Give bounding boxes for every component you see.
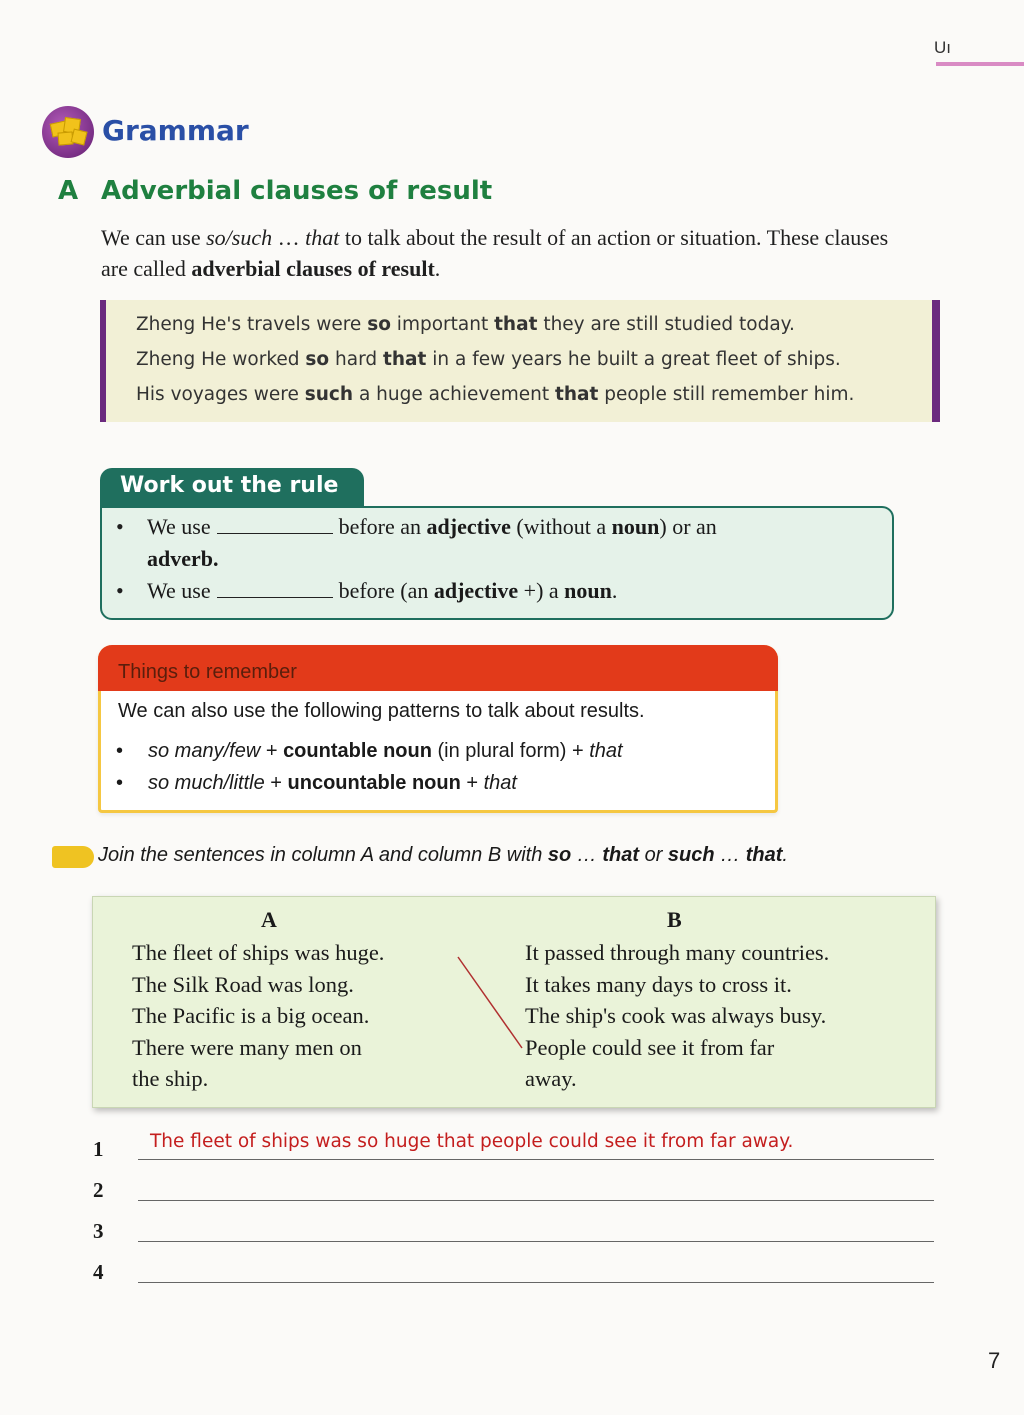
text-run: adjective (433, 578, 519, 603)
text-run: important (390, 314, 495, 335)
answer-line[interactable] (138, 1200, 934, 1201)
text-run: uncountable noun (287, 772, 461, 794)
text-run: people still remember him. (598, 384, 855, 405)
text-run: that (602, 844, 640, 866)
text-run: that (554, 384, 599, 405)
bullet-point: • (116, 772, 124, 794)
answer-line[interactable] (138, 1159, 934, 1160)
answer-example: The fleet of ships was so huge that people could see it from far away. (150, 1131, 794, 1152)
bullet-point: • (116, 578, 124, 603)
text-run: hard (329, 349, 384, 370)
answer-line[interactable] (138, 1282, 934, 1283)
text-run: +) a (518, 578, 565, 603)
text-run: . (434, 256, 441, 281)
column-b-item[interactable]: away. (525, 1066, 577, 1091)
answer-number: 4 (93, 1260, 104, 1284)
text-run: in a few years he built a great fleet of ships. (426, 349, 841, 370)
text-run: adjective (426, 514, 511, 539)
text-run: adverbial clauses of result (191, 256, 435, 281)
text-run: Zheng He worked (136, 349, 306, 370)
text-run: such (304, 384, 354, 405)
bullet-point: • (116, 740, 124, 762)
answer-number: 1 (93, 1137, 104, 1161)
column-a-item[interactable]: the ship. (132, 1066, 209, 1091)
text-run: noun (564, 578, 612, 603)
text-run: (without a (510, 514, 612, 539)
page-number: 7 (988, 1348, 1001, 1373)
column-b-item[interactable]: People could see it from far (525, 1034, 775, 1060)
text-run: to talk about the result of an action or situation. These clauses are called (101, 225, 889, 281)
text-run: so much/little (148, 772, 265, 794)
text-run: We can use (101, 225, 207, 250)
column-a-item[interactable]: The Silk Road was long. (132, 971, 354, 997)
answer-number: 2 (93, 1178, 104, 1202)
text-run: His voyages were (136, 384, 305, 405)
section-title: Adverbial clauses of result (101, 176, 493, 206)
text-run: that (383, 349, 427, 370)
text-run: before an (338, 514, 427, 539)
section-letter: A (58, 176, 79, 206)
text-run: . (782, 844, 788, 866)
column-b-item[interactable]: It takes many days to cross it. (525, 971, 792, 997)
grammar-heading: Grammar (102, 114, 249, 147)
text-run: such (667, 844, 715, 866)
text-run: so (305, 349, 330, 370)
text-run: + (260, 740, 284, 762)
text-run: they are still studied today. (537, 314, 795, 335)
text-run: a huge achievement (353, 384, 555, 405)
column-a-item[interactable]: The Pacific is a big ocean. (132, 1003, 370, 1028)
text-run: before (an (338, 578, 434, 603)
text-run: ) or an (659, 514, 717, 539)
text-run: … (714, 844, 746, 866)
remember-title: Things to remember (118, 661, 297, 683)
text-run: + (460, 772, 484, 794)
text-run: … (272, 225, 306, 250)
column-a-item[interactable]: There were many men on (132, 1034, 362, 1060)
text-run: . (611, 578, 618, 603)
matching-line (458, 957, 522, 1048)
text-run: Zheng He's travels were (136, 314, 368, 335)
text-run: so (367, 314, 391, 335)
text-run: that (745, 844, 783, 866)
answer-line[interactable] (138, 1241, 934, 1242)
remember-intro: We can also use the following patterns to talk about results. (118, 700, 645, 722)
unit-tab-label: Uı (934, 38, 951, 57)
text-run: (in plural form) + (431, 740, 590, 762)
rule-title: Work out the rule (120, 473, 339, 498)
text-run: that (494, 314, 538, 335)
text-run: that (483, 772, 517, 794)
answer-number: 3 (93, 1219, 104, 1243)
text-run: Join the sentences in column A and column B with (98, 844, 548, 866)
text-run: or (639, 844, 668, 866)
column-b-item[interactable]: The ship's cook was always busy. (525, 1003, 827, 1028)
text-run: + (264, 772, 288, 794)
rule-text: We use (147, 578, 211, 603)
text-run: that (305, 225, 340, 250)
column-b-header: B (667, 907, 682, 932)
text-run: countable noun (283, 740, 432, 762)
text-run: so many/few (148, 740, 261, 762)
column-b-item[interactable]: It passed through many countries. (525, 940, 830, 965)
column-a-header: A (261, 907, 277, 932)
text-run: so (547, 844, 572, 866)
text-run: … (571, 844, 603, 866)
text-run: that (589, 740, 623, 762)
text-run: noun (611, 514, 660, 539)
bullet-point: • (116, 514, 124, 539)
column-a-item[interactable]: The fleet of ships was huge. (132, 940, 385, 965)
text-run: so/such (206, 225, 273, 250)
rule-bullet-1-cont: adverb. (147, 546, 219, 571)
rule-text: We use (147, 514, 211, 539)
